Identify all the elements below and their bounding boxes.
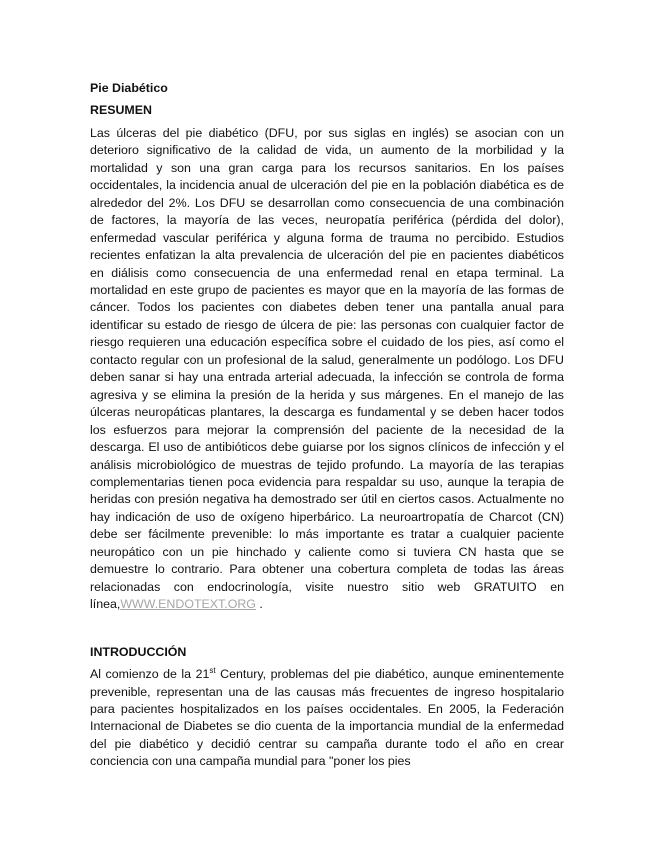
document-page bbox=[90, 80, 564, 771]
endotext-link[interactable]: WWW.ENDOTEXT.ORG bbox=[120, 597, 256, 612]
introduction-paragraph bbox=[90, 666, 564, 771]
intro-text-start: Al comienzo de la 21 bbox=[90, 667, 210, 682]
abstract-closing: . bbox=[255, 597, 263, 612]
abstract-heading: RESUMEN bbox=[90, 103, 152, 118]
abstract-text: Las úlceras del pie diabético (DFU, por sus siglas en inglés) se asocian con un deterioro significativo de la calidad de vida, un aumento de la morbilidad y la mortalidad y son una gran carga para los recursos sanitarios. En los países occidentales, la incidencia anual de ulceración del pie en la población diabética es de alrededor del 2%. Los DFU se desarrollan como consecuencia de una combinación de factores, la mayoría de las veces, neuropatía periférica (pérdida del dolor), enfermedad vascular periférica y alguna forma de trauma no percibido. Estudios recientes enfatizan la alta prevalencia de ulceración del pie en pacientes diabéticos en diálisis como consecuencia de una enfermedad renal en etapa terminal. La mortalidad en este grupo de pacientes es mayor que en la mayoría de las formas de cáncer. Todos los pacientes con diabetes deben tener una pantalla anual para identificar su estado de riesgo de úlcera de pie: las personas con cualquier factor de riesgo requieren una educación específica sobre el cuidado de los pies, así como el contacto regular con un profesional de la salud, generalmente un podólogo. Los DFU deben sanar si hay una entrada arterial adecuada, la infección se controla de forma agresiva y se elimina la presión de la herida y sus márgenes. En el manejo de las úlceras neuropáticas plantares, la descarga es fundamental y se deben hacer todos los esfuerzos para mejorar la comprensión del paciente de la necesidad de la descarga. El uso de antibióticos debe guiarse por los signos clínicos de infección y el análisis microbiológico de muestras de tejido profundo. La mayoría de las terapias complementarias tienen poca evidencia para respaldar su uso, aunque la terapia de heridas con presión negativa ha demostrado ser útil en ciertos casos. Actualmente no hay indicación de uso de oxígeno hiperbárico. La neuroartropatía de Charcot (CN) debe ser fácilmente prevenible: lo más importante es tratar a cualquier paciente neuropático con un pie hinchado y caliente como si tuviera CN hasta que se demuestre lo contrario. Para obtener una cobertura completa de todas las áreas relacionadas con endocrinología, visite nuestro sitio web GRATUITO en línea, bbox=[90, 125, 564, 612]
intro-text-rest: Century, problemas del pie diabético, aunque eminentemente prevenible, representan una de las causas más frecuentes de ingreso hospitalario para pacientes hospitalizados en los países occidentales. En 2005, la Federación Internacional de Diabetes se dio cuenta de la importancia mundial de la enfermedad del pie diabético y decidió centrar su campaña durante todo el año en crear conciencia con una campaña mundial para "poner los pies bbox=[90, 667, 564, 769]
document-title: Pie Diabético bbox=[90, 81, 168, 95]
abstract-paragraph bbox=[90, 125, 564, 614]
introduction-heading: INTRODUCCIÓN bbox=[90, 644, 187, 659]
intro-superscript: st bbox=[209, 665, 216, 675]
